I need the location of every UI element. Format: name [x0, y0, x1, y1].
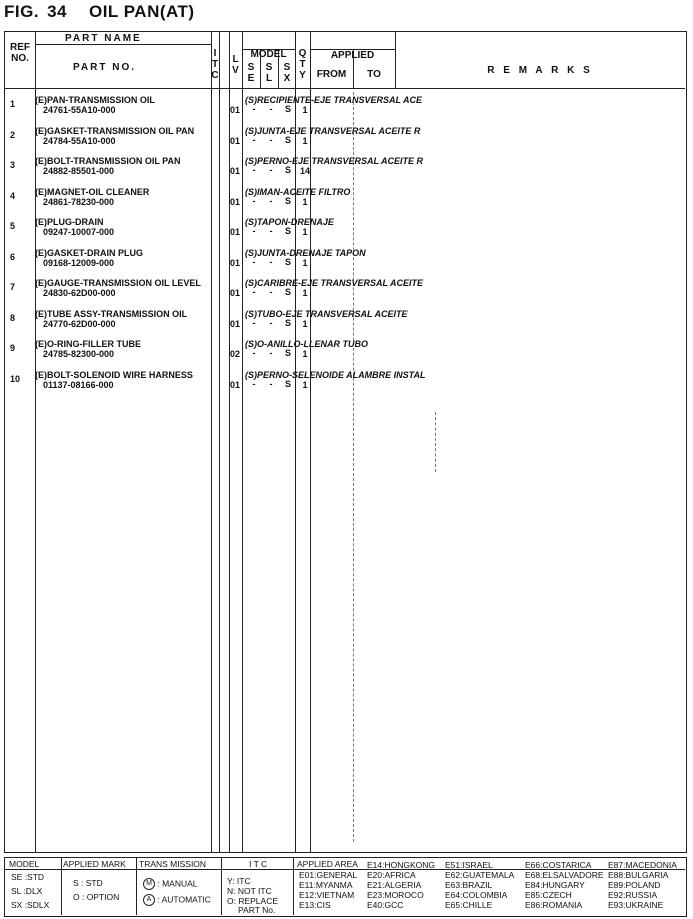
spanish-name: (S)JUNTA-DRENAJE TAPON [245, 247, 366, 258]
legend-applied-mark-title: APPLIED MARK [63, 859, 126, 869]
legend-area-col [608, 860, 677, 910]
legend-itc-n: N: NOT ITC [227, 886, 272, 896]
model-se: - [252, 256, 256, 267]
area-item: E63:BRAZIL [445, 880, 493, 890]
ref-no: 1 [10, 99, 16, 109]
legend-box [4, 857, 687, 917]
ref-no: 6 [10, 251, 16, 262]
parts-rows [5, 92, 685, 412]
area-item: E14:HONGKONG [367, 860, 436, 870]
part-name: (E)O-RING-FILLER TUBE [35, 339, 141, 349]
legend-itc-partno: PART No. [238, 905, 276, 915]
model-se: - [252, 195, 256, 206]
legend-trans-title: TRANS MISSION [139, 859, 207, 869]
quantity: 1 [302, 135, 308, 146]
table-row [5, 367, 685, 397]
legend-area-col [445, 860, 514, 910]
part-number: 01137-08166-000 [43, 379, 114, 390]
model-se: - [252, 348, 256, 358]
area-item: E84:HUNGARY [525, 880, 585, 890]
table-row [5, 245, 685, 275]
hdr-itc: I T C [211, 48, 219, 81]
model-sl: - [269, 317, 273, 328]
hdr-model: MODEL [250, 49, 287, 60]
hdr-model-se: S E [247, 62, 255, 84]
spanish-name: (S)TUBO-EJE TRANSVERSAL ACEITE [245, 308, 408, 319]
model-sx: S [284, 134, 291, 145]
hdr-model-sx: S X [283, 62, 291, 84]
parts-table [4, 31, 687, 853]
part-number: 24830-62D00-000 [43, 288, 116, 298]
model-sx: S [284, 104, 291, 114]
part-name: (E)GAUGE-TRANSMISSION OIL LEVEL [35, 278, 201, 288]
part-name: (E)PLUG-DRAIN [35, 217, 104, 227]
ref-no: 9 [10, 343, 16, 353]
hdr-qty: Q T Y [298, 48, 307, 81]
spanish-name: (S)IMAN-ACEITE FILTRO [245, 186, 351, 197]
model-se: - [252, 317, 256, 328]
spanish-name: (S)PERNO-SELENOIDE ALAMBRE INSTAL [245, 369, 426, 380]
area-item: E65:CHILLE [445, 900, 493, 910]
quantity: 1 [302, 318, 308, 329]
area-item: E11:MYANMA [299, 880, 353, 890]
model-se: - [252, 378, 256, 389]
model-sx: S [284, 287, 291, 297]
level: 01 [230, 105, 241, 115]
area-item: E68:ELSALVADORE [525, 870, 604, 880]
model-sl: - [269, 287, 273, 297]
hdr-part-name: PART NAME [65, 33, 142, 44]
legend-mark-std: S : STD [73, 878, 103, 888]
model-sx: S [284, 317, 291, 328]
level: 01 [230, 196, 241, 207]
model-sx: S [284, 378, 291, 389]
legend-model-sl: SL :DLX [11, 886, 43, 896]
area-item: E51:ISRAEL [445, 860, 493, 870]
model-sl: - [269, 348, 273, 358]
part-name: (E)TUBE ASSY-TRANSMISSION OIL [35, 308, 188, 319]
part-number: 24761-55A10-000 [43, 105, 116, 115]
part-number: 09168-12009-000 [43, 257, 115, 268]
area-item: E12:VIETNAM [299, 890, 355, 900]
area-item: E93:UKRAINE [608, 900, 664, 910]
ref-no: 8 [10, 312, 16, 323]
area-item: E40:GCC [367, 900, 404, 910]
col-line-applied [395, 32, 396, 88]
table-row [5, 153, 685, 183]
model-sl: - [269, 256, 273, 267]
hdr-to: TO [367, 69, 381, 80]
level: 01 [230, 379, 241, 390]
model-sl: - [269, 134, 273, 145]
ref-no: 10 [10, 373, 21, 384]
part-number: 24785-82300-000 [43, 349, 115, 359]
model-se: - [252, 134, 256, 145]
area-item: E85:CZECH [525, 890, 572, 900]
level: 02 [230, 349, 241, 359]
area-item: E66:COSTARICA [525, 860, 592, 870]
legend-model-sx: SX :SDLX [11, 900, 50, 910]
figure-name: OIL PAN(AT) [88, 2, 195, 21]
hdr-lv: L V [232, 54, 239, 76]
legend-mark-option: O : OPTION [73, 892, 120, 902]
legend-area-col [367, 860, 435, 910]
model-se: - [252, 165, 256, 175]
model-sl: - [269, 195, 273, 206]
ref-no: 5 [10, 221, 16, 231]
model-sl: - [269, 165, 273, 175]
manual-circle-icon: M [143, 878, 155, 890]
quantity: 1 [302, 257, 308, 268]
ref-no: 3 [10, 160, 16, 170]
legend-trans-automatic: A : AUTOMATIC [143, 894, 211, 906]
figure-label: FIG. [4, 2, 40, 21]
spanish-name: (S)CARIBRE-EJE TRANSVERSAL ACEITE [245, 278, 424, 288]
table-row [5, 184, 685, 214]
model-se: - [252, 287, 256, 297]
level: 01 [230, 257, 241, 268]
area-item: E92:RUSSIA [608, 890, 658, 900]
legend-area-col [525, 860, 604, 910]
area-item: E64:COLOMBIA [445, 890, 508, 900]
spanish-name: (S)JUNTA-EJE TRANSVERSAL ACEITE R [245, 125, 421, 136]
part-number: 24882-85501-000 [43, 166, 115, 176]
part-name: (E)BOLT-SOLENOID WIRE HARNESS [35, 369, 193, 380]
model-sx: S [284, 195, 291, 206]
level: 01 [230, 288, 241, 298]
area-item: E62:GUATEMALA [445, 870, 515, 880]
hdr-from: FROM [316, 69, 347, 80]
figure-number: 34 [47, 2, 67, 21]
quantity: 1 [302, 227, 308, 237]
model-sx: S [284, 348, 291, 358]
figure-title [4, 2, 195, 22]
hdr-applied: APPLIED [330, 50, 375, 61]
model-sl: - [269, 226, 273, 236]
legend-itc-y: Y: ITC [227, 876, 251, 886]
dashed-guide [435, 412, 436, 472]
legend-trans-manual: M : MANUAL [143, 878, 198, 890]
area-item: E01:GENERAL [299, 870, 358, 880]
legend-itc-o: O: REPLACE [227, 896, 279, 906]
area-item: E87:MACEDONIA [608, 860, 677, 870]
hdr-ref-no: REF NO. [10, 42, 30, 64]
part-name: (E)BOLT-TRANSMISSION OIL PAN [35, 156, 181, 166]
hdr-line-partname [35, 44, 211, 45]
automatic-circle-icon: A [143, 894, 155, 906]
level: 01 [230, 135, 241, 146]
table-row [5, 214, 685, 244]
quantity: 1 [302, 288, 308, 298]
hdr-model-sl: S L [265, 62, 273, 84]
model-sl: - [269, 378, 273, 389]
quantity: 1 [302, 349, 308, 359]
hdr-line-bottom [5, 88, 685, 89]
spanish-name: (S)TAPON-DRENAJE [245, 217, 334, 227]
quantity: 1 [302, 196, 308, 207]
level: 01 [230, 318, 241, 329]
part-name: (E)MAGNET-OIL CLEANER [35, 186, 150, 197]
spanish-name: (S)O-ANILLO-LLENAR TUBO [245, 339, 368, 349]
legend-model-se: SE :STD [11, 872, 45, 882]
model-sx: S [284, 165, 291, 175]
area-item: E88:BULGARIA [608, 870, 669, 880]
part-name: (E)GASKET-TRANSMISSION OIL PAN [35, 125, 195, 136]
legend-itc-title: I T C [249, 859, 268, 869]
table-row [5, 275, 685, 305]
legend-col-line [136, 858, 137, 915]
area-item: E20:AFRICA [367, 870, 416, 880]
hdr-remarks: R E M A R K S [487, 65, 593, 76]
area-item: E89:POLAND [608, 880, 661, 890]
quantity: 1 [302, 379, 308, 390]
area-item: E23:MOROCO [367, 890, 424, 900]
legend-model-title: MODEL [9, 859, 40, 869]
area-item: E86:ROMANIA [525, 900, 583, 910]
ref-no: 4 [10, 190, 16, 201]
legend-col-line [293, 858, 294, 915]
level: 01 [230, 166, 241, 176]
spanish-name: (S)PERNO-EJE TRANSVERSAL ACEITE R [245, 156, 424, 166]
legend-col-line [221, 858, 222, 915]
model-sx: S [284, 256, 291, 267]
model-sl: - [269, 104, 273, 114]
spanish-name: (S)RECIPIENTE-EJE TRANSVERSAL ACE [245, 95, 423, 105]
quantity: 14 [299, 166, 310, 176]
legend-area-title: APPLIED AREA [297, 859, 358, 869]
model-se: - [252, 226, 256, 236]
table-row [5, 92, 685, 122]
level: 01 [230, 227, 241, 237]
hdr-part-no: PART NO. [73, 62, 137, 73]
model-sx: S [284, 226, 291, 236]
area-item: E13:CIS [299, 900, 331, 910]
table-row [5, 123, 685, 153]
quantity: 1 [302, 105, 308, 115]
part-name: (E)GASKET-DRAIN PLUG [35, 247, 143, 258]
part-number: 24784-55A10-000 [43, 135, 116, 146]
ref-no: 7 [10, 282, 16, 292]
part-name: (E)PAN-TRANSMISSION OIL [35, 95, 155, 105]
table-row [5, 306, 685, 336]
model-se: - [252, 104, 256, 114]
area-item: E21:ALGERIA [367, 880, 422, 890]
part-number: 09247-10007-000 [43, 227, 115, 237]
part-number: 24770-62D00-000 [43, 318, 116, 329]
part-number: 24861-78230-000 [43, 196, 115, 207]
table-row [5, 336, 685, 366]
ref-no: 2 [10, 129, 16, 140]
legend-area-col [299, 870, 357, 910]
legend-col-line [61, 858, 62, 915]
